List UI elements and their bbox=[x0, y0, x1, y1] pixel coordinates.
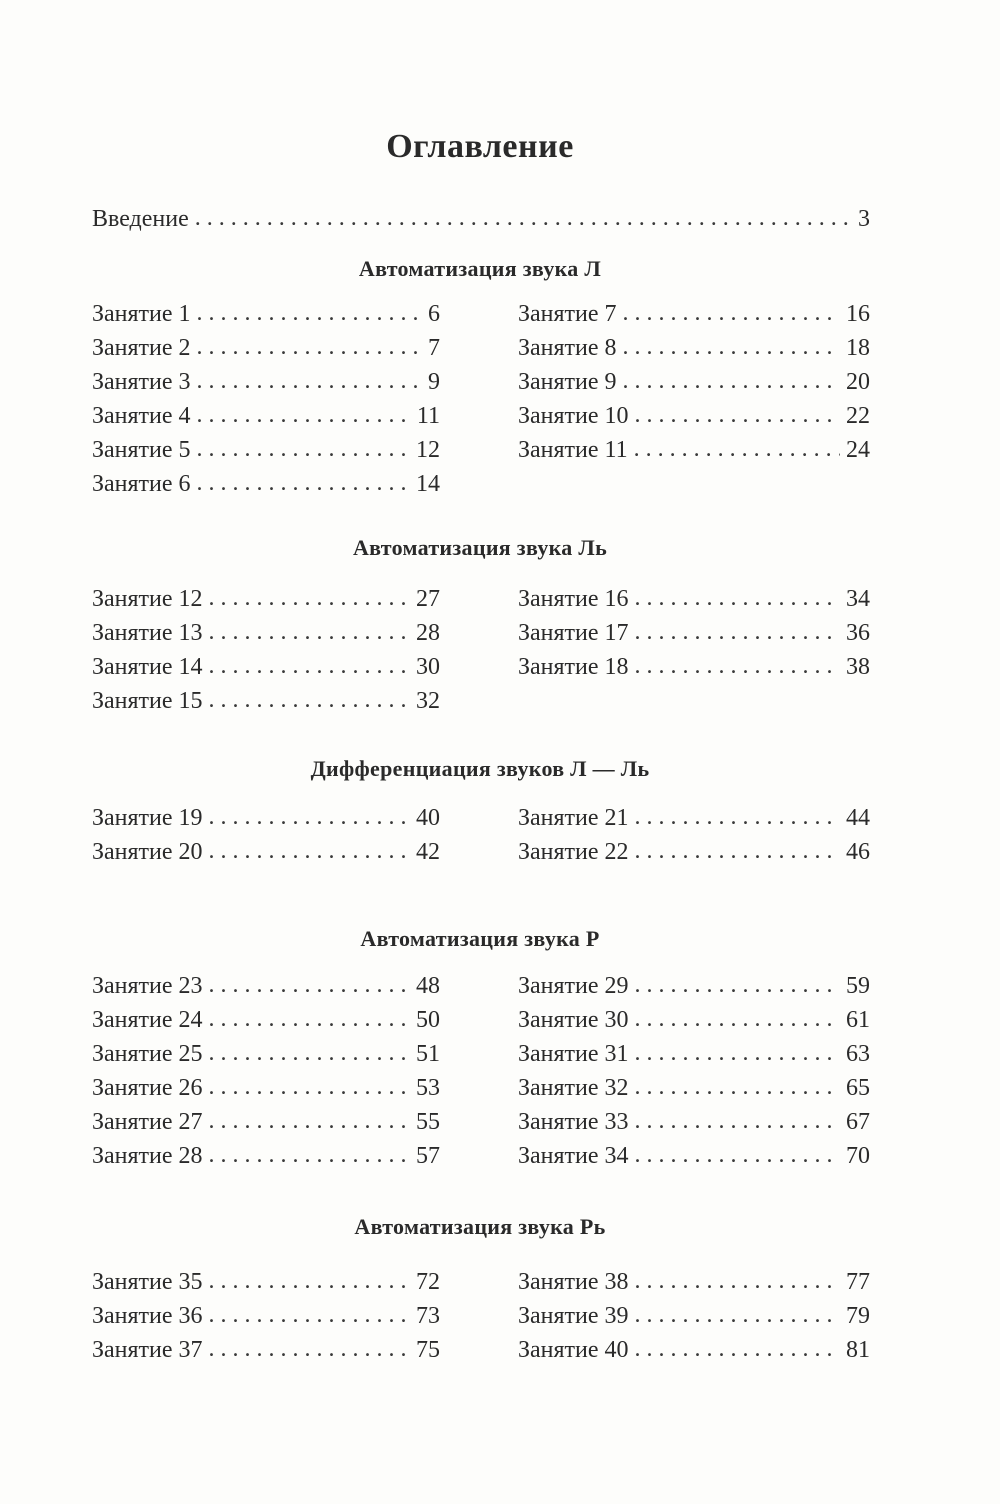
toc-entry-label: Занятие 13 bbox=[92, 620, 203, 646]
dot-leader bbox=[623, 331, 840, 363]
dot-leader bbox=[635, 1139, 840, 1171]
toc-entry-page: 53 bbox=[416, 1075, 440, 1101]
toc-entry-page: 20 bbox=[846, 369, 870, 395]
toc-entry-page: 40 bbox=[416, 805, 440, 831]
dot-leader bbox=[209, 684, 410, 716]
section-heading: Дифференциация звуков Л — Ль bbox=[310, 756, 650, 781]
dot-leader bbox=[209, 1071, 410, 1103]
toc-entry-page: 9 bbox=[428, 369, 440, 395]
toc-entry[interactable] bbox=[518, 332, 870, 364]
toc-entry[interactable] bbox=[518, 1072, 870, 1104]
toc-entry[interactable] bbox=[92, 1334, 440, 1366]
toc-entry[interactable] bbox=[92, 1300, 440, 1332]
toc-entry-page: 27 bbox=[416, 586, 440, 612]
dot-leader bbox=[209, 616, 410, 648]
dot-leader bbox=[197, 399, 411, 431]
toc-entry-label: Занятие 21 bbox=[518, 805, 629, 831]
toc-entry-page: 48 bbox=[416, 973, 440, 999]
toc-entry-label: Занятие 15 bbox=[92, 688, 203, 714]
toc-entry-label: Занятие 7 bbox=[518, 301, 617, 327]
toc-entry-label: Занятие 31 bbox=[518, 1041, 629, 1067]
section-heading: Автоматизация звука Ль bbox=[352, 535, 608, 560]
toc-entry[interactable] bbox=[518, 970, 870, 1002]
toc-entry[interactable] bbox=[518, 802, 870, 834]
toc-entry[interactable] bbox=[518, 434, 870, 466]
toc-entry-label: Занятие 32 bbox=[518, 1075, 629, 1101]
toc-entry[interactable] bbox=[92, 1106, 440, 1138]
toc-entry[interactable] bbox=[92, 1266, 440, 1298]
toc-entry[interactable] bbox=[92, 802, 440, 834]
dot-leader bbox=[635, 1299, 840, 1331]
dot-leader bbox=[209, 835, 410, 867]
toc-entry[interactable] bbox=[518, 836, 870, 868]
toc-entry-page: 44 bbox=[846, 805, 870, 831]
dot-leader bbox=[635, 1071, 840, 1103]
dot-leader bbox=[197, 433, 410, 465]
dot-leader bbox=[209, 1265, 410, 1297]
toc-entry-page: 75 bbox=[416, 1337, 440, 1363]
toc-entry-page: 6 bbox=[428, 301, 440, 327]
toc-entry-page: 22 bbox=[846, 403, 870, 429]
toc-entry-page: 55 bbox=[416, 1109, 440, 1135]
toc-entry-page: 61 bbox=[846, 1007, 870, 1033]
toc-entry-label: Занятие 17 bbox=[518, 620, 629, 646]
toc-entry[interactable] bbox=[518, 1106, 870, 1138]
toc-entry-page: 14 bbox=[416, 471, 440, 497]
toc-entry-label: Занятие 38 bbox=[518, 1269, 629, 1295]
toc-entry-page: 81 bbox=[846, 1337, 870, 1363]
toc-entry-label: Занятие 2 bbox=[92, 335, 191, 361]
toc-entry[interactable] bbox=[518, 1038, 870, 1070]
toc-entry-label: Занятие 10 bbox=[518, 403, 629, 429]
toc-entry-label: Занятие 9 bbox=[518, 369, 617, 395]
toc-entry-label: Занятие 34 bbox=[518, 1143, 629, 1169]
toc-entry[interactable] bbox=[518, 400, 870, 432]
dot-leader bbox=[209, 1333, 410, 1365]
toc-entry-page: 70 bbox=[846, 1143, 870, 1169]
dot-leader bbox=[635, 582, 840, 614]
toc-entry-label: Занятие 11 bbox=[518, 437, 628, 463]
toc-entry-page: 73 bbox=[416, 1303, 440, 1329]
dot-leader bbox=[635, 801, 840, 833]
dot-leader bbox=[635, 399, 840, 431]
toc-entry-page: 57 bbox=[416, 1143, 440, 1169]
toc-entry-label: Занятие 30 bbox=[518, 1007, 629, 1033]
toc-entry-label: Занятие 20 bbox=[92, 839, 203, 865]
dot-leader bbox=[635, 1037, 840, 1069]
toc-entry-page: 63 bbox=[846, 1041, 870, 1067]
toc-entry[interactable] bbox=[92, 400, 440, 432]
toc-entry-label: Занятие 23 bbox=[92, 973, 203, 999]
toc-entry[interactable] bbox=[92, 583, 440, 615]
toc-entry-page: 30 bbox=[416, 654, 440, 680]
toc-entry-label: Занятие 4 bbox=[92, 403, 191, 429]
toc-entry-page: 59 bbox=[846, 973, 870, 999]
toc-entry-page: 51 bbox=[416, 1041, 440, 1067]
dot-leader bbox=[635, 1265, 840, 1297]
toc-entry-label: Занятие 29 bbox=[518, 973, 629, 999]
dot-leader bbox=[197, 297, 422, 329]
dot-leader bbox=[209, 1105, 410, 1137]
toc-entry-page: 32 bbox=[416, 688, 440, 714]
toc-entry-label: Занятие 18 bbox=[518, 654, 629, 680]
toc-entry-label: Занятие 14 bbox=[92, 654, 203, 680]
toc-entry-page: 28 bbox=[416, 620, 440, 646]
toc-entry-label: Занятие 25 bbox=[92, 1041, 203, 1067]
toc-entry[interactable] bbox=[92, 1038, 440, 1070]
toc-entry-page: 67 bbox=[846, 1109, 870, 1135]
dot-leader bbox=[634, 433, 840, 465]
toc-entry-label: Занятие 22 bbox=[518, 839, 629, 865]
dot-leader bbox=[635, 650, 840, 682]
dot-leader bbox=[635, 1333, 840, 1365]
dot-leader bbox=[197, 467, 410, 499]
toc-entry-page: 36 bbox=[846, 620, 870, 646]
toc-entry-label: Занятие 40 bbox=[518, 1337, 629, 1363]
dot-leader bbox=[209, 1139, 410, 1171]
toc-entry[interactable] bbox=[92, 970, 440, 1002]
toc-entry[interactable] bbox=[92, 617, 440, 649]
toc-entry-page: 18 bbox=[846, 335, 870, 361]
toc-entry-page: 65 bbox=[846, 1075, 870, 1101]
dot-leader bbox=[623, 365, 840, 397]
toc-entry-label: Занятие 36 bbox=[92, 1303, 203, 1329]
toc-entry-label: Занятие 35 bbox=[92, 1269, 203, 1295]
toc-entry-page: 7 bbox=[428, 335, 440, 361]
toc-entry[interactable] bbox=[92, 836, 440, 868]
toc-entry[interactable] bbox=[92, 468, 440, 500]
toc-entry[interactable] bbox=[518, 1266, 870, 1298]
section-heading: Автоматизация звука Р bbox=[360, 926, 600, 951]
toc-entry-label: Занятие 27 bbox=[92, 1109, 203, 1135]
toc-entry[interactable] bbox=[92, 1072, 440, 1104]
toc-entry-page: 12 bbox=[416, 437, 440, 463]
toc-entry-page: 42 bbox=[416, 839, 440, 865]
toc-entry[interactable] bbox=[92, 651, 440, 683]
toc-entry[interactable] bbox=[518, 1004, 870, 1036]
dot-leader bbox=[635, 835, 840, 867]
toc-entry[interactable] bbox=[518, 651, 870, 683]
toc-entry[interactable] bbox=[518, 366, 870, 398]
toc-entry-label: Занятие 24 bbox=[92, 1007, 203, 1033]
toc-entry[interactable] bbox=[92, 434, 440, 466]
toc-entry-page: 38 bbox=[846, 654, 870, 680]
dot-leader bbox=[195, 202, 852, 234]
toc-entry-page: 50 bbox=[416, 1007, 440, 1033]
toc-entry-page: 3 bbox=[858, 206, 870, 232]
toc-entry-page: 79 bbox=[846, 1303, 870, 1329]
toc-entry[interactable] bbox=[518, 1140, 870, 1172]
toc-entry-page: 77 bbox=[846, 1269, 870, 1295]
toc-entry[interactable] bbox=[518, 298, 870, 330]
dot-leader bbox=[209, 1003, 410, 1035]
toc-entry-label: Занятие 8 bbox=[518, 335, 617, 361]
toc-entry[interactable] bbox=[518, 583, 870, 615]
dot-leader bbox=[635, 1003, 840, 1035]
toc-entry-page: 16 bbox=[846, 301, 870, 327]
section-heading: Автоматизация звука Л bbox=[358, 256, 602, 281]
toc-entry[interactable] bbox=[92, 332, 440, 364]
toc-entry-label: Занятие 16 bbox=[518, 586, 629, 612]
toc-entry-label: Занятие 37 bbox=[92, 1337, 203, 1363]
dot-leader bbox=[209, 650, 410, 682]
toc-entry-label: Занятие 3 bbox=[92, 369, 191, 395]
dot-leader bbox=[209, 969, 410, 1001]
page-title: Оглавление bbox=[386, 128, 574, 165]
toc-entry[interactable] bbox=[518, 1300, 870, 1332]
dot-leader bbox=[623, 297, 840, 329]
toc-entry-label: Занятие 26 bbox=[92, 1075, 203, 1101]
section-heading: Автоматизация звука Рь bbox=[354, 1214, 606, 1239]
toc-entry-label: Занятие 5 bbox=[92, 437, 191, 463]
dot-leader bbox=[209, 582, 410, 614]
toc-entry-label: Введение bbox=[92, 206, 189, 232]
toc-entry-page: 34 bbox=[846, 586, 870, 612]
dot-leader bbox=[209, 1299, 410, 1331]
toc-entry-label: Занятие 6 bbox=[92, 471, 191, 497]
dot-leader bbox=[197, 331, 422, 363]
toc-entry[interactable] bbox=[92, 298, 440, 330]
toc-entry-intro[interactable] bbox=[92, 203, 870, 235]
toc-entry[interactable] bbox=[518, 617, 870, 649]
dot-leader bbox=[635, 616, 840, 648]
toc-entry-label: Занятие 39 bbox=[518, 1303, 629, 1329]
toc-entry-label: Занятие 19 bbox=[92, 805, 203, 831]
dot-leader bbox=[197, 365, 422, 397]
toc-entry[interactable] bbox=[92, 366, 440, 398]
toc-entry[interactable] bbox=[518, 1334, 870, 1366]
toc-entry-label: Занятие 28 bbox=[92, 1143, 203, 1169]
toc-entry-label: Занятие 1 bbox=[92, 301, 191, 327]
toc-entry-page: 24 bbox=[846, 437, 870, 463]
dot-leader bbox=[635, 1105, 840, 1137]
dot-leader bbox=[209, 1037, 410, 1069]
dot-leader bbox=[209, 801, 410, 833]
toc-entry-label: Занятие 33 bbox=[518, 1109, 629, 1135]
toc-entry-page: 46 bbox=[846, 839, 870, 865]
toc-entry-label: Занятие 12 bbox=[92, 586, 203, 612]
toc-entry[interactable] bbox=[92, 1004, 440, 1036]
toc-entry[interactable] bbox=[92, 685, 440, 717]
toc-entry[interactable] bbox=[92, 1140, 440, 1172]
dot-leader bbox=[635, 969, 840, 1001]
toc-entry-page: 11 bbox=[416, 403, 440, 429]
toc-entry-page: 72 bbox=[416, 1269, 440, 1295]
